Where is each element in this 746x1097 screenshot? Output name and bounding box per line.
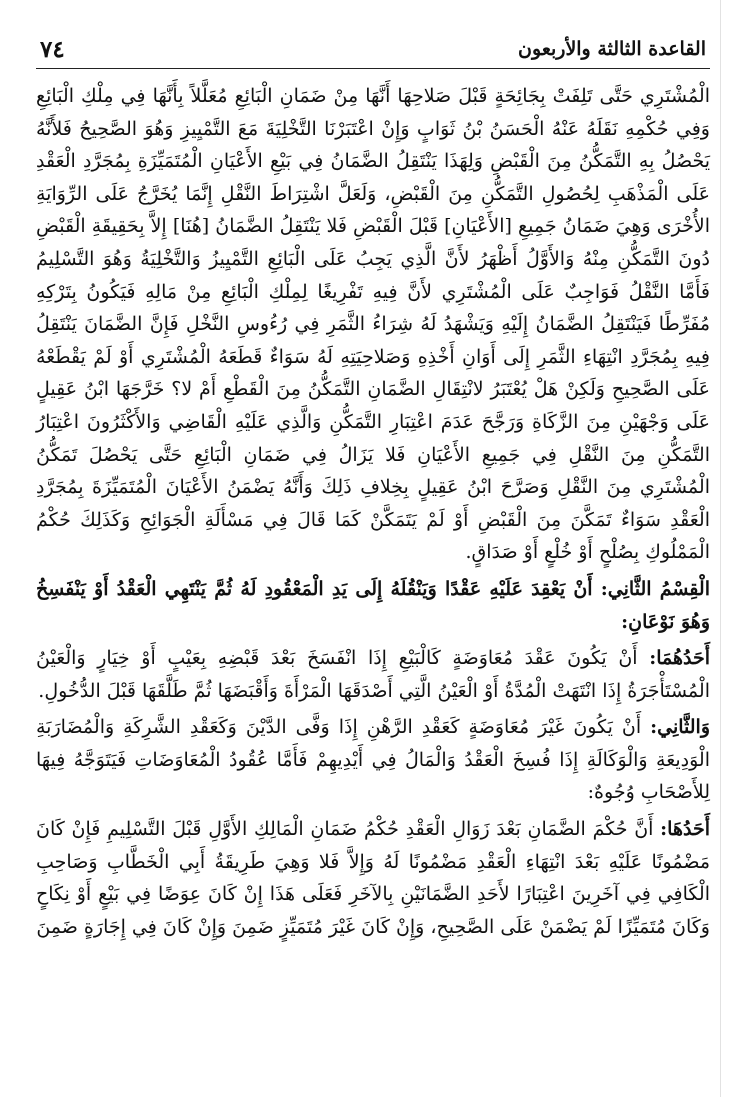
paragraph-first-view: [36, 813, 710, 943]
page-body: [36, 80, 710, 943]
header-divider: [36, 68, 710, 69]
page-header: [36, 36, 710, 66]
paragraph-label: أَحَدُهُمَا:: [649, 647, 710, 670]
page-number: ٧٤: [40, 36, 65, 63]
paragraph-text: أَنَّ حُكْمَ الضَّمَانِ بَعْدَ زَوَالِ الْعَقْدِ حُكْمُ ضَمَانِ الْمَالِكِ الأَوَّلِ قَبْلَ التَّسْلِيمِ فَإِنْ كَانَ مَضْمُونًا عَلَيْهِ بَعْدَ انْتِهَاءِ الْعَقْدِ مَضْمُونًا لَهُ وَإِلاَّ فَلا وَهِيَ طَرِيقَةُ أَبِي الْخَطَّابِ وَصَاحِبِ الْكَافِي فِي آخَرِينَ اعْتِبَارًا لأَحَدِ الضَّمَانَيْنِ بِالآخَرِ فَعَلَى هَذَا إِنْ كَانَ عِوَضًا فِي بَيْعٍ أَوْ نِكَاحٍ وَكَانَ مُتَمَيِّزًا لَمْ يَضْمَنْ عَلَى الصَّحِيحِ، وَإِنْ كَانَ غَيْرَ مُتَمَيِّزٍ ضَمِنَ وَإِنْ كَانَ فِي إِجَارَةٍ ضَمِنَ: [36, 818, 710, 938]
page-edge-line: [720, 0, 721, 1097]
paragraph-continuation: الْمُشْتَرِي حَتَّى تَلِفَتْ بِجَائِحَةٍ قَبْلَ صَلاحِهَا أَنَّهَا مِنْ ضَمَانِ الْبَائِعِ مُعَلَّلاً بِأَنَّهَا فِي مِلْكِ الْبَائِعِ وَفِي حُكْمِهِ نَقَلَهُ عَنْهُ الْحَسَنُ بْنُ ثَوَابٍ وَإِنْ اعْتَبَرْنَا التَّخْلِيَةَ مَعَ التَّمْيِيزِ وَهُوَ الصَّحِيحُ فَلأَنَّهُ يَحْصُلُ بِهِ التَّمَكُّنُ مِنَ الْقَبْضِ وَلِهَذَا يَنْتَقِلُ الضَّمَانُ فِي بَيْعِ الأَعْيَانِ الْمُتَمَيِّزَةِ بِمُجَرَّدِ الْعَقْدِ عَلَى الْمَذْهَبِ لِحُصُولِ التَّمَكُّنِ مِنَ الْقَبْضِ، وَلَعَلَّ اشْتِرَاطَ النَّقْلِ إِنَّمَا يُخَرَّجُ عَلَى الرِّوَايَةِ الأُخْرَى وَهِيَ ضَمَانُ جَمِيعِ [الأَعْيَانِ] قَبْلَ الْقَبْضِ فَلا يَنْتَقِلُ الضَّمَانُ [هُنَا] إِلاَّ بِحَقِيقَةِ الْقَبْضِ دُونَ التَّمَكُّنِ مِنْهُ وَالأَوَّلُ أَظْهَرُ لأَنَّ الَّذِي يَجِبُ عَلَى الْبَائِعِ التَّمْيِيزُ وَالتَّخْلِيَةُ وَهُوَ التَّسْلِيمُ فَأَمَّا النَّقْلُ فَوَاجِبٌ عَلَى الْمُشْتَرِي لأَنَّ فِيهِ تَفْرِيغًا لِمِلْكِ الْبَائِعِ مِنْ مَالِهِ فَيَكُونُ بِتَرْكِهِ مُفَرِّطًا فَيَنْتَقِلُ الضَّمَانُ إِلَيْهِ وَيَشْهَدُ لَهُ شِرَاءُ الثَّمَرِ فِي رُءُوسِ النَّخْلِ فَإِنَّ الضَّمَانَ يَنْتَقِلُ فِيهِ بِمُجَرَّدِ انْتِهَاءِ الثَّمَرِ إِلَى أَوَانِ أَخْذِهِ وَصَلاحِيَتِهِ لَهُ سَوَاءٌ قَطَعَهُ الْمُشْتَرِي أَوْ لَمْ يَقْطَعْهُ عَلَى الصَّحِيحِ وَلَكِنْ هَلْ يُعْتَبَرُ لانْتِقَالِ الضَّمَانِ التَّمَكُّنُ مِنَ الْقَطْعِ أَمْ لا؟ خَرَّجَهَا ابْنُ عَقِيلٍ عَلَى وَجْهَيْنِ مِنَ الزَّكَاةِ وَرَجَّحَ عَدَمَ اعْتِبَارِ التَّمَكُّنِ وَالَّذِي عَلَيْهِ الْقَاضِي وَالأَكْثَرُونَ اعْتِبَارُ التَّمَكُّنِ مِنَ النَّقْلِ فِي جَمِيعِ الأَعْيَانِ فَلا يَزَالُ فِي ضَمَانِ الْبَائِعِ حَتَّى يَحْصُلَ تَمَكُّنُ الْمُشْتَرِي مِنَ النَّقْلِ وَصَرَّحَ ابْنُ عَقِيلٍ بِخِلافِ ذَلِكَ وَأَنَّهُ يَضْمَنُ الأَعْيَانَ الْمُتَمَيِّزَةَ بِمُجَرَّدِ الْعَقْدِ سَوَاءٌ تَمَكَّنَ مِنَ الْقَبْضِ أَوْ لَمْ يَتَمَكَّنْ كَمَا قَالَ فِي مَسْأَلَةِ الْجَوَائِحِ وَكَذَلِكَ حُكْمُ الْمَمْلُوكِ بِصُلْحٍ أَوْ خُلْعٍ أَوْ صَدَاقٍ.: [36, 85, 710, 564]
paragraph-text: أَنْ يَكُونَ غَيْرَ مُعَاوَضَةٍ كَعَقْدِ الرَّهْنِ إِذَا وَفَّى الدَّيْنَ وَكَعَقْدِ الشَّرِكَةِ وَالْمُضَارَبَةِ الْوَدِيعَةِ وَالْوَكَالَةِ إِذَا فُسِخَ الْعَقْدُ وَالْمَالُ فِي أَيْدِيهِمْ فَأَمَّا عُقُودُ الْمُعَاوَضَاتِ فَيَتَوَجَّهُ فِيهَا لِلأَصْحَابِ وُجُوهٌ:: [36, 716, 710, 804]
chapter-title: القاعدة الثالثة والأربعون: [518, 38, 706, 60]
section-heading: الْقِسْمُ الثَّانِي: أَنْ يَعْقِدَ عَلَيْهِ عَقْدًا وَيَنْقُلَهُ إِلَى يَدِ الْمَعْقُودِ لَهُ ثُمَّ يَنْتَهِي الْعَقْدُ أَوْ يَنْفَسِخُ وَهُوَ نَوْعَانِ:: [36, 577, 710, 633]
paragraph-label: وَالثَّانِي:: [650, 716, 710, 739]
paragraph-label: أَحَدُهَا:: [660, 818, 710, 841]
paragraph-second-type: [36, 711, 710, 809]
paragraph-first-type: [36, 642, 710, 707]
paragraph-text: أَنْ يَكُونَ عَقْدَ مُعَاوَضَةٍ كَالْبَيْعِ إِذَا انْفَسَخَ بَعْدَ قَبْضِهِ بِعَيْبٍ أَوْ خِيَارٍ وَالْعَيْنُ الْمُسْتَأْجَرَةُ إِذَا انْتَهَتْ الْمُدَّةُ أَوْ الْعَيْنُ الَّتِي أَصْدَقَهَا الْمَرْأَةَ وَأَقْبَضَهَا ثُمَّ طَلَّقَهَا قَبْلَ الدُّخُولِ.: [36, 647, 710, 702]
